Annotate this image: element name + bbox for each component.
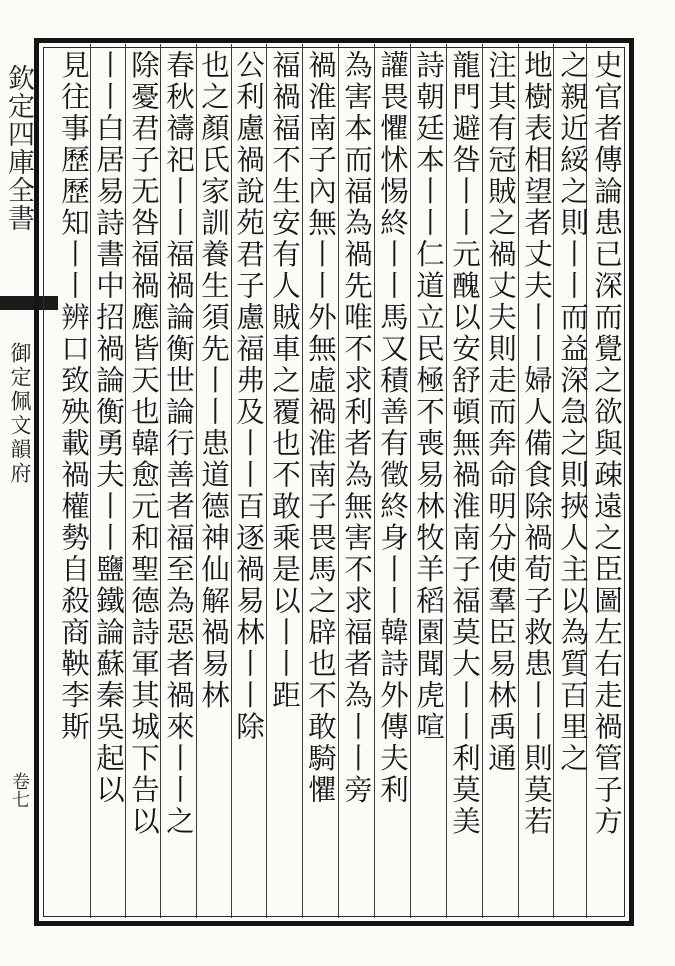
text-column: 詩朝廷本丨丨仁道立民極不喪易林牧羊稻園聞虎喧 — [412, 50, 445, 743]
text-column: 除憂君子无咎福禍應皆天也韓愈元和聖德詩軍其城下告以 — [127, 50, 160, 838]
collection-title: 欽定四庫全書 — [3, 64, 34, 232]
text-column: 為害本而福為禍先唯不求利者為無害不求福者為丨丨旁 — [340, 50, 373, 806]
text-column: 也之顏氏家訓養生須先丨丨患道德神仙解禍易林 — [197, 50, 230, 712]
text-column: 丨丨白居易詩書中招禍論衡勇夫丨丨鹽鐵論蘇秦吳起以 — [92, 50, 125, 806]
text-column: 春秋禱祀丨丨福禍論衡世論行善者福至為惡者禍來丨丨之 — [162, 50, 195, 838]
leaf-number: 卷七 — [9, 772, 30, 808]
text-column: 公利慮禍說苑君子慮福弗及丨丨百逐禍易林丨丨除 — [232, 50, 265, 743]
text-column: 史官者傳論患已深而覺之欲與疎遠之臣圖左右走禍管子方 — [590, 50, 623, 838]
text-column: 見往事歷歷知丨丨辨口致殃載禍權勢自殺商鞅李斯 — [57, 50, 90, 743]
text-column: 福禍福不生安有人賊車之覆也不敢乘是以丨丨距 — [268, 50, 301, 712]
text-column: 注其有冠賊之禍丈夫則走而奔命明分使羣臣易林禹通 — [484, 50, 517, 775]
text-column: 地樹表相望者丈夫丨丨婦人備食除禍荀子救患丨丨則莫若 — [520, 50, 553, 838]
book-title: 御定佩文韻府 — [8, 342, 32, 486]
text-column: 龍門避咎丨丨元醜以安舒頓無禍淮南子福莫大丨丨利莫美 — [448, 50, 481, 838]
text-column: 讙畏懼怵惕終丨丨馬又積善有徵終身丨丨韓詩外傳夫利 — [376, 50, 409, 806]
text-column: 之親近綏之則丨丨而益深急之則挾人主以為質百里之 — [556, 50, 589, 775]
text-column: 禍淮南子內無丨丨外無虛禍淮南子畏馬之辟也不敢騎懼 — [304, 50, 337, 806]
